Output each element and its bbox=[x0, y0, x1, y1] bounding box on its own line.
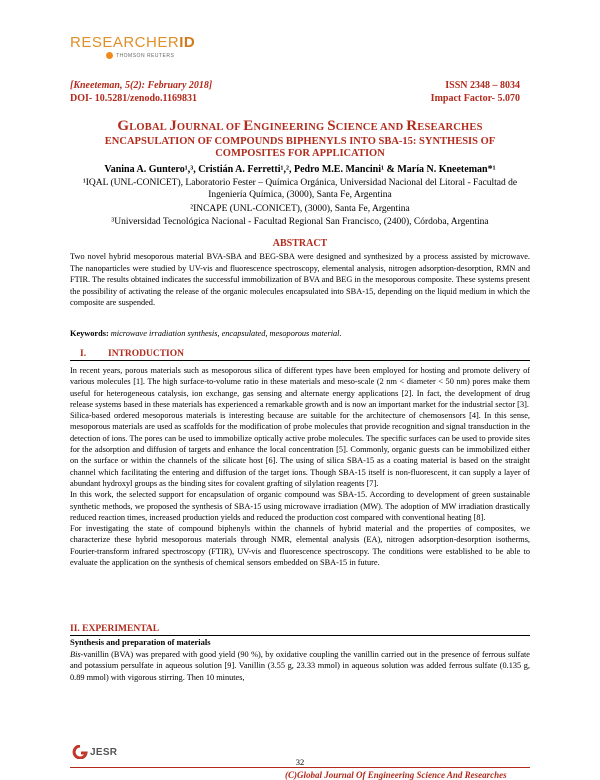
doi: DOI- 10.5281/zenodo.1169831 bbox=[70, 93, 197, 104]
paragraph: In recent years, porous materials such as mesoporous silica of different types have been employed for hosting and promote delivery of various molecules [1]. The high surface-to-volume ratio in these materials and meso-scale (2 nm < diameter < 50 nm) pores make them useful for heterogeneous catalysis, ion exchange, gas sensing and alternate energy applications [2]. In fact, the development of drug release systems based in these materials has experienced a remarkable growth and is now an important market for the industrial sector [3]. bbox=[70, 366, 530, 409]
thomson-reuters-mark: THOMSON REUTERS bbox=[106, 52, 195, 59]
header-line-2 bbox=[70, 93, 520, 104]
introduction-body bbox=[70, 365, 530, 568]
journal-name: GLOBAL JOURNAL OF ENGINEERING SCIENCE AND RESEARCHES bbox=[117, 118, 483, 134]
section-experimental-heading: II. EXPERIMENTAL bbox=[70, 624, 530, 636]
section-introduction-heading: I. INTRODUCTION bbox=[70, 349, 530, 361]
abstract-heading: ABSTRACT bbox=[272, 238, 328, 249]
impact-factor: Impact Factor- 5.070 bbox=[430, 93, 520, 104]
subsection-heading: Synthesis and preparation of materials bbox=[70, 637, 211, 647]
gjesr-logo: JESR bbox=[72, 745, 117, 759]
affiliation-3: ³Universidad Tecnológica Nacional - Facultad Regional San Francisco, (2400), Córdoba, Argentina bbox=[111, 217, 489, 227]
experimental-body: Bis-vanillin (BVA) was prepared with good yield (90 %), by oxidative coupling the vanillin carried out in the presence of ferrous sulfate and potassium persulfate in aqueous solution [9]. Vanillin (3.55 g, 23.33 mmol) in aqueous solution was added ferrous sulfate (0.135 g, 0.89 mmol) with vigorous stirring. Then 10 minutes, bbox=[70, 650, 530, 682]
footer-copyright: (C)Global Journal Of Engineering Science And Researches bbox=[285, 770, 507, 780]
keywords: Keywords: microwave irradiation synthesis, encapsulated, mesoporous material. bbox=[70, 329, 342, 338]
researcherid-brand: RESEARCHERID bbox=[70, 34, 196, 51]
paragraph: Silica-based ordered mesoporous materials is interesting because are suitable for the architecture of chemosensors [4]. In this sense, mesoporous materials are used as scaffolds for the modification of probe molecules that provide recognition and signal transduction in the detection of ions. The pores can be used to immobilize optically active probe molecules. The specific surfaces can be used to provide sites for the adsorption and diffusion of targets and enhance the local concentration [5]. Commonly, organic guests can be immobilized either on the surface or within the channels of the silicate host [6]. The using of silica SBA-15 as a coating material is based on the straight channel which facilitating the entering and diffusion of the target ions. Though SBA-15 itself is non-fluorescent, it can supply a layer of abundant hydroxyl groups as the binding sites for covalent grafting of silylation reagents [7]. bbox=[70, 411, 530, 488]
paragraph: In this work, the selected support for encapsulation of organic compound was SBA-15. According to development of green sustainable synthetic methods, we proposed the synthesis of SBA-15 using microwave irradiation (MW). The adoption of MW irradiation drastically reduced reaction times, increased production yields and reduced the production cost compared with conventional heating [8]. bbox=[70, 490, 530, 522]
affiliation-1: ¹IQAL (UNL-CONICET), Laboratorio Fester – Química Orgánica, Universidad Nacional del Litoral - Facultad de Ingeniería Química, (3000), Santa Fe, Argentina bbox=[82, 178, 518, 200]
researcherid-logo bbox=[70, 34, 195, 59]
author-list: Vanina A. Guntero¹,³, Cristián A. Ferretti¹,², Pedro M.E. Mancini¹ & María N. Kneeteman*¹ bbox=[104, 164, 496, 175]
header-line-1 bbox=[70, 80, 520, 91]
page-number: 32 bbox=[295, 757, 305, 767]
issn: ISSN 2348 – 8034 bbox=[445, 80, 520, 91]
gjesr-mark-icon bbox=[72, 745, 88, 759]
abstract-body: Two novel hybrid mesoporous material BVA-SBA and BEG-SBA were designed and synthesized by a process assisted by microwave. The nanoparticles were studied by UV-vis and fluorescence spectroscopy, elemental analysis, nitrogen adsorption-desorption, RMN and FTIR. The results obtained indicates the successful immobilization of BVA and BEG in the mesoporous composite. These systems present the possibility of activating the release of the organic molecules encapsulated into SBA-15, depending on the liquid medium in which the composite are suspended. bbox=[70, 252, 530, 308]
paragraph: For investigating the state of compound biphenyls within the channels of hybrid material and the properties of composites, we characterize these hybrid mesoporous materials through NMR, elemental analysis (EA), nitrogen adsorption-desorption isotherms, Fourier-transform infrared spectroscopy (FTIR), UV-vis and fluorescence spectroscopy. The conditions were established to be able to evaluate the application on the synthesis of chemical sensors embedded on SBA-15 in future. bbox=[70, 524, 530, 568]
citation: [Kneeteman, 5(2): February 2018] bbox=[70, 80, 213, 91]
footer-rule bbox=[70, 767, 530, 768]
thomson-reuters-dot-icon bbox=[106, 52, 113, 59]
paper-title: ENCAPSULATION OF COMPOUNDS BIPHENYLS INTO SBA-15: SYNTHESIS OF COMPOSITES FOR APPLICATION bbox=[104, 136, 496, 159]
affiliation-2: ²INCAPE (UNL-CONICET), (3000), Santa Fe, Argentina bbox=[190, 204, 410, 214]
